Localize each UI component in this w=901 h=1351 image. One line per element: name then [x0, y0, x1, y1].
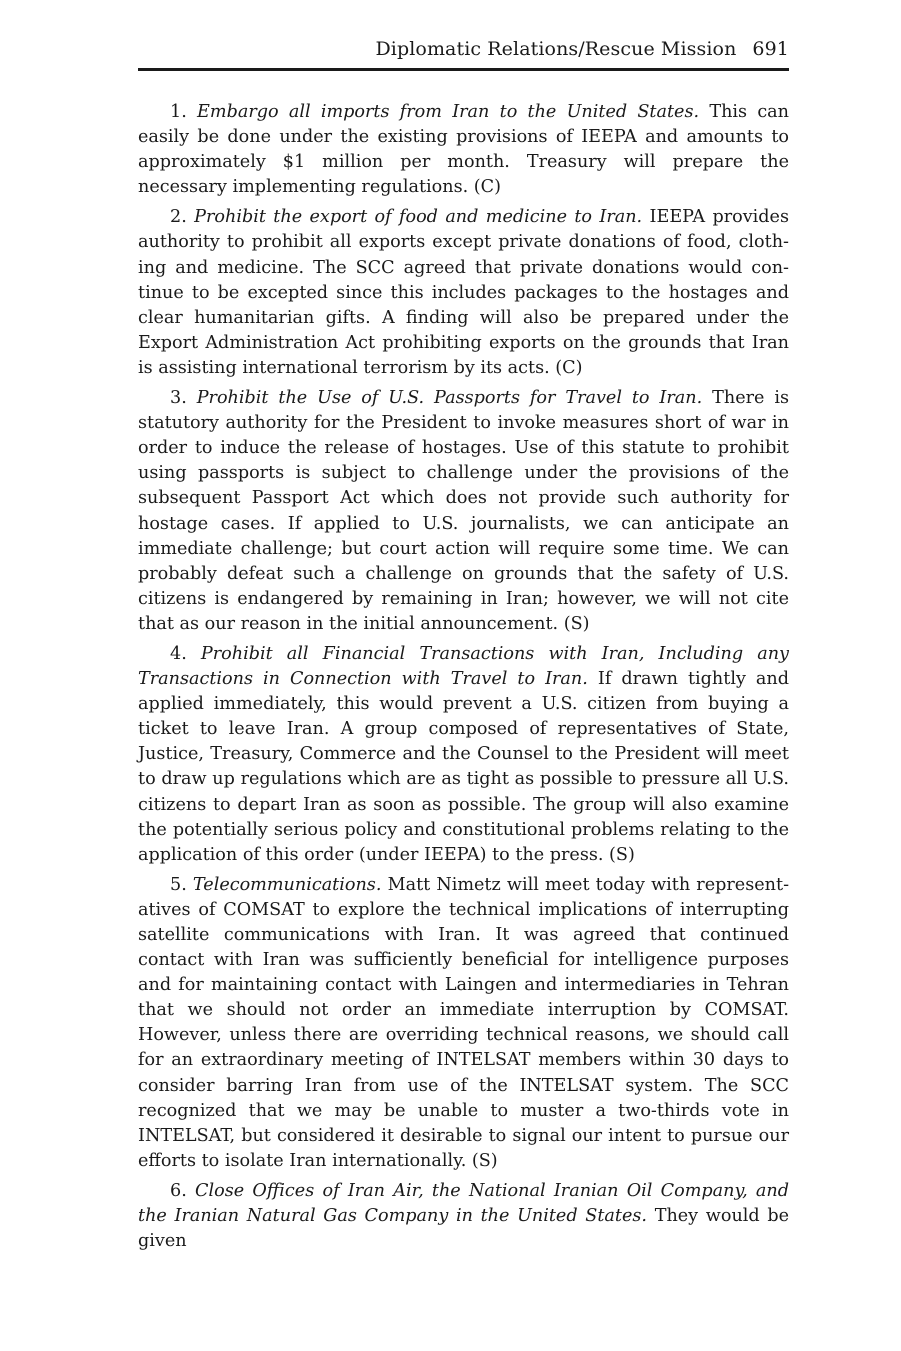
header-rule	[138, 68, 789, 71]
paragraph-title: Embargo all imports from Iran to the United States.	[197, 102, 700, 122]
paragraph-number: 1.	[170, 102, 187, 122]
paragraph-5	[138, 873, 789, 1174]
paragraph-6	[138, 1179, 789, 1254]
paragraph-title: Telecommunications.	[192, 874, 382, 895]
running-head	[375, 38, 789, 60]
paragraph-number: 2.	[170, 207, 187, 228]
paragraph-1	[138, 100, 789, 200]
running-title: Diplomatic Relations/Rescue Mission	[375, 38, 737, 60]
paragraph-3	[138, 386, 789, 637]
body-text	[138, 100, 789, 1259]
paragraph-number: 3.	[170, 388, 187, 409]
paragraph-text: IEEPA provides authority to prohibit all exports except private donations of food, clothing and medicine. The SCC agreed that private donations would continue to be excepted since this includes packages to the hostages and clear humanitarian gifts. A finding will also be prepared under the Export Administration Act prohibiting exports on the grounds that Iran is assisting international terrorism by its acts. (C)	[138, 207, 789, 378]
paragraph-title: Close Offices of Iran Air, the National Iranian Oil Company, and the Iranian Natural Gas Company in the United States.	[138, 1180, 789, 1227]
paragraph-4	[138, 642, 789, 868]
paragraph-number: 5.	[170, 874, 187, 895]
paragraph-text: Matt Nimetz will meet today with representatives of COMSAT to explore the technical implications of interrupting satellite communications with Iran. It was agreed that continued contact with Iran was sufficiently beneficial for intelligence purposes and for maintaining contact with Laingen and intermediaries in Tehran that we should not order an immediate interruption by COMSAT. However, unless there are overriding technical reasons, we should call for an extraordinary meeting of INTELSAT members within 30 days to consider barring Iran from use of the INTELSAT system. The SCC recognized that we may be unable to muster a two-thirds vote in INTELSAT, but considered it desirable to signal our intent to pursue our efforts to isolate Iran internationally. (S)	[138, 874, 790, 1171]
paragraph-title: Prohibit the export of food and medicine to Iran.	[194, 207, 643, 228]
paragraph-title: Prohibit all Financial Transactions with Iran, Including any Transactions in Connection with Travel to Iran.	[138, 643, 789, 690]
paragraph-text: If drawn tightly and applied immediately, this would prevent a U.S. citizen from buying a ticket to leave Iran. A group composed of representatives of State, Justice, Treasury, Commerce and the Counsel to the President will meet to draw up regulations which are as tight as possible to pressure all U.S. citizens to depart Iran as soon as possible. The group will also examine the potentially serious policy and constitutional problems relating to the application of this order (under IEEPA) to the press. (S)	[138, 669, 789, 865]
paragraph-number: 6.	[170, 1180, 187, 1201]
paragraph-number: 4.	[170, 643, 187, 664]
page-number: 691	[752, 38, 789, 60]
paragraph-text: There is statutory authority for the President to invoke measures short of war in order to induce the release of hostages. Use of this statute to prohibit using passports is subject to challenge under the provisions of the subsequent Passport Act which does not provide such authority for hostage cases. If applied to U.S. journalists, we can anticipate an immediate challenge; but court action will require some time. We can probably defeat such a challenge on grounds that the safety of U.S. citizens is endangered by remaining in Iran; however, we will not cite that as our reason in the initial announcement. (S)	[138, 388, 790, 634]
paragraph-text: This can easily be done under the existing provisions of IEEPA and amounts to approximately $1 million per month. Treasury will prepare the necessary implementing regulations. (C)	[138, 102, 789, 198]
paragraph-2	[138, 205, 789, 381]
paragraph-text: They would be given	[138, 1206, 790, 1252]
paragraph-title: Prohibit the Use of U.S. Passports for Travel to Iran.	[196, 388, 703, 409]
